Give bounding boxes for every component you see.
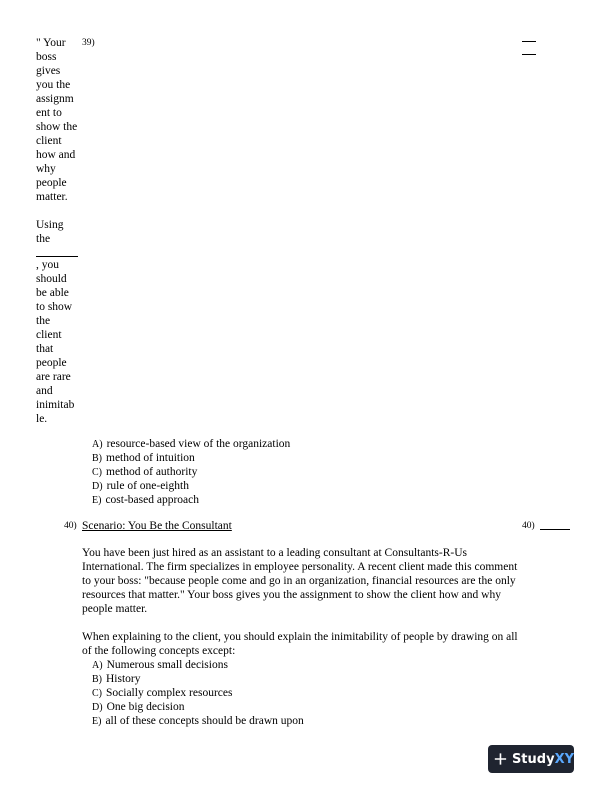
- q39-number: 39): [82, 38, 95, 48]
- q39-option-e[interactable]: E) cost-based approach: [92, 494, 200, 506]
- logo-accent-text: XY: [554, 751, 574, 767]
- q39-option-d[interactable]: D) rule of one-eighth: [92, 480, 189, 492]
- q40-title: Scenario: You Be the Consultant: [82, 520, 232, 532]
- q40-paragraph-1: You have been just hired as an assistant to a leading consultant at Consultants-R-Us International. The firm specializes in employee personality. A recent client made this comment to your boss: "because people come and go in an organization, financial resources are the only resources that matter." Your boss gives you the assignment to show the client how and why people matter.: [82, 547, 518, 615]
- q40-option-c[interactable]: C) Socially complex resources: [92, 687, 233, 699]
- q39-answer-blank-2[interactable]: [522, 54, 536, 55]
- plus-icon: [494, 751, 507, 767]
- q39-option-b[interactable]: B) method of intuition: [92, 452, 195, 464]
- q39-option-a[interactable]: A) resource-based view of the organization: [92, 438, 291, 450]
- q39-option-c[interactable]: C) method of authority: [92, 466, 198, 478]
- q40-number: 40): [64, 521, 77, 531]
- q40-answer-number: 40): [522, 521, 535, 531]
- q39-stem: [36, 36, 78, 426]
- q39-fill-blank: [36, 246, 78, 257]
- q39-stem-part3: , you should be able to show the client that people are rare and inimitab le.: [36, 259, 75, 425]
- logo-text: Study: [511, 751, 555, 767]
- q40-answer-blank[interactable]: [540, 529, 570, 530]
- q40-option-e[interactable]: E) all of these concepts should be drawn upon: [92, 715, 304, 727]
- q40-paragraph-2: When explaining to the client, you should explain the inimitability of people by drawing on all of the following concepts except:: [82, 631, 518, 657]
- q40-option-a[interactable]: A) Numerous small decisions: [92, 659, 228, 671]
- q40-option-d[interactable]: D) One big decision: [92, 701, 185, 713]
- q39-stem-part1: " Your boss gives you the assignm ent to show the client how and why people matter.: [36, 37, 78, 203]
- q39-answer-blank-1[interactable]: [522, 41, 536, 42]
- q39-stem-part2: Using the: [36, 219, 64, 245]
- q40-option-b[interactable]: B) History: [92, 673, 141, 685]
- studyxy-logo[interactable]: [488, 745, 574, 773]
